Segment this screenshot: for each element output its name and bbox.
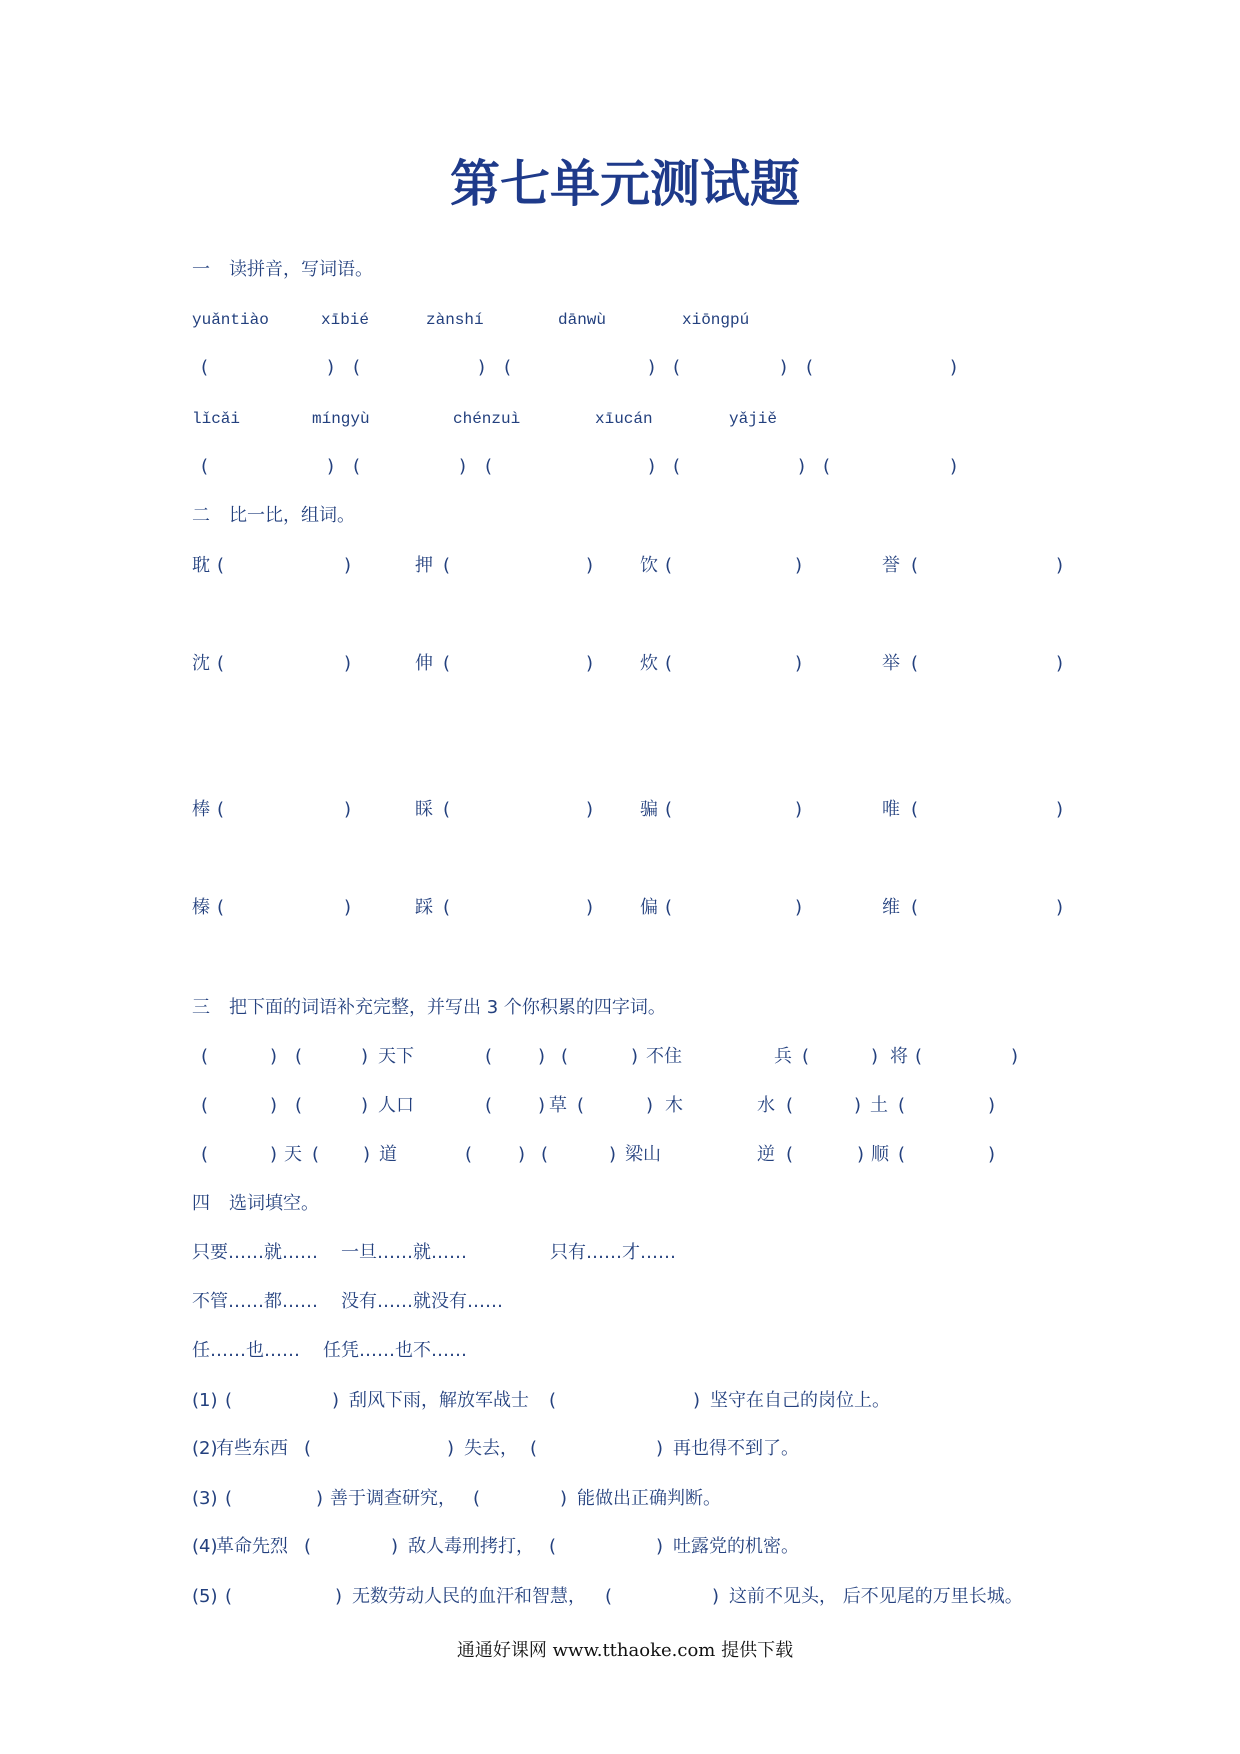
close-paren: ) (585, 555, 593, 576)
close-paren: ) (987, 1144, 995, 1165)
open-paren: ( (561, 1046, 569, 1067)
pinyin-word: xībié (321, 311, 370, 329)
close-paren: ) (537, 1046, 545, 1067)
open-paren: ( (549, 1390, 557, 1411)
open-paren: ( (823, 456, 831, 477)
close-paren: ) (326, 456, 334, 477)
compare-char: 沈 (192, 653, 210, 674)
close-paren: ) (269, 1144, 277, 1165)
open-paren: ( (465, 1144, 473, 1165)
close-paren: ) (315, 1488, 323, 1509)
fill-sentence (0, 1587, 1240, 1607)
close-paren: ) (711, 1586, 719, 1607)
close-paren: ) (585, 799, 593, 820)
compare-row (0, 898, 1240, 918)
sentence-text: 革命先烈 (216, 1536, 288, 1557)
answer-blank (443, 898, 593, 918)
open-paren: ( (911, 653, 919, 674)
idiom-row (0, 1096, 1240, 1116)
close-paren: ) (585, 653, 593, 674)
close-paren: ) (797, 456, 805, 477)
close-paren: ) (1055, 897, 1063, 918)
section-1-heading (0, 260, 1240, 280)
open-paren: ( (295, 1046, 303, 1067)
section-number: 三 (192, 997, 210, 1018)
answer-blank (443, 654, 593, 674)
idiom-fixed-text: 人口 (378, 1095, 414, 1116)
compare-char: 唯 (882, 799, 900, 820)
compare-char: 饮 (640, 555, 658, 576)
sentence-text: 吐露党的机密。 (673, 1536, 799, 1557)
open-paren: ( (443, 799, 451, 820)
sentence-text: 坚守在自己的岗位上。 (710, 1390, 890, 1411)
answer-blank (806, 358, 957, 378)
sentence-text: 无数劳动人民的血汗和智慧， (352, 1586, 586, 1607)
open-paren: ( (443, 897, 451, 918)
idiom-fixed-text: 草 (549, 1095, 567, 1116)
answer-blank (786, 1145, 864, 1165)
answer-blank (549, 1537, 663, 1557)
open-paren: ( (786, 1095, 794, 1116)
compare-char: 棒 (192, 799, 210, 820)
sentence-number: (1) (192, 1390, 218, 1411)
answer-blank (225, 1489, 323, 1509)
open-paren: ( (898, 1095, 906, 1116)
close-paren: ) (1055, 799, 1063, 820)
sentence-text: 失去， (464, 1438, 518, 1459)
answer-blank (898, 1145, 995, 1165)
close-paren: ) (331, 1390, 339, 1411)
section-heading-text: 比一比，组词。 (229, 505, 355, 526)
page-title: 第七单元测试题 (450, 154, 800, 213)
close-paren: ) (446, 1438, 454, 1459)
answer-blank (911, 898, 1063, 918)
answer-blank (577, 1096, 653, 1116)
close-paren: ) (1010, 1046, 1018, 1067)
word-option: 一旦……就…… (341, 1242, 467, 1263)
answer-blank (673, 358, 787, 378)
answer-blank (443, 800, 593, 820)
open-paren: ( (665, 897, 673, 918)
fill-sentence (0, 1439, 1240, 1459)
answer-blank (201, 1047, 277, 1067)
answer-blank (485, 1047, 545, 1067)
word-option: 只有……才…… (550, 1242, 676, 1263)
close-paren: ) (585, 897, 593, 918)
answer-blank (530, 1439, 663, 1459)
pinyin-word: míngyù (312, 410, 370, 428)
close-paren: ) (794, 799, 802, 820)
close-paren: ) (362, 1144, 370, 1165)
answer-blank (665, 654, 802, 674)
close-paren: ) (856, 1144, 864, 1165)
close-paren: ) (794, 897, 802, 918)
close-paren: ) (853, 1095, 861, 1116)
answer-blank (485, 457, 655, 477)
answer-blank (201, 358, 334, 378)
compare-char: 榛 (192, 897, 210, 918)
idiom-fixed-text: 天 (284, 1144, 302, 1165)
pinyin-word: yuǎntiào (192, 311, 269, 329)
sentence-number: (4) (192, 1536, 218, 1557)
answer-blank (217, 800, 351, 820)
open-paren: ( (473, 1488, 481, 1509)
open-paren: ( (915, 1046, 923, 1067)
close-paren: ) (1055, 555, 1063, 576)
compare-row (0, 800, 1240, 820)
sentence-number: (5) (192, 1586, 218, 1607)
section-heading-text: 读拼音，写词语。 (229, 259, 373, 280)
close-paren: ) (987, 1095, 995, 1116)
answer-blank (217, 654, 351, 674)
compare-char: 踩 (415, 897, 433, 918)
answer-blank-row (0, 457, 1240, 477)
answer-blank (915, 1047, 1018, 1067)
close-paren: ) (334, 1586, 342, 1607)
answer-blank (673, 457, 805, 477)
open-paren: ( (911, 555, 919, 576)
open-paren: ( (530, 1438, 538, 1459)
close-paren: ) (559, 1488, 567, 1509)
pinyin-word: dānwù (558, 311, 607, 329)
sentence-text: 这前不见头， 后不见尾的万里长城。 (729, 1586, 1023, 1607)
answer-blank (802, 1047, 878, 1067)
pinyin-row (0, 409, 1240, 429)
compare-char: 睬 (415, 799, 433, 820)
open-paren: ( (806, 357, 814, 378)
open-paren: ( (802, 1046, 810, 1067)
compare-char: 维 (882, 897, 900, 918)
open-paren: ( (201, 1095, 209, 1116)
idiom-fixed-text: 木 (665, 1095, 683, 1116)
answer-blank (295, 1096, 368, 1116)
open-paren: ( (304, 1536, 312, 1557)
close-paren: ) (537, 1095, 545, 1116)
close-paren: ) (949, 357, 957, 378)
open-paren: ( (549, 1536, 557, 1557)
answer-blank (201, 457, 334, 477)
close-paren: ) (477, 357, 485, 378)
idiom-fixed-text: 不住 (646, 1046, 682, 1067)
answer-blank-row (0, 358, 1240, 378)
close-paren: ) (360, 1095, 368, 1116)
open-paren: ( (201, 1046, 209, 1067)
close-paren: ) (655, 1536, 663, 1557)
answer-blank (665, 556, 802, 576)
close-paren: ) (343, 555, 351, 576)
open-paren: ( (443, 555, 451, 576)
answer-blank (898, 1096, 995, 1116)
idiom-row (0, 1047, 1240, 1067)
answer-blank (465, 1145, 525, 1165)
answer-blank (304, 1537, 398, 1557)
answer-blank (911, 556, 1063, 576)
open-paren: ( (673, 456, 681, 477)
close-paren: ) (779, 357, 787, 378)
section-heading-text: 选词填空。 (229, 1193, 319, 1214)
open-paren: ( (485, 456, 493, 477)
compare-char: 耽 (192, 555, 210, 576)
idiom-row (0, 1145, 1240, 1165)
close-paren: ) (949, 456, 957, 477)
open-paren: ( (201, 1144, 209, 1165)
sentence-text: 能做出正确判断。 (577, 1488, 721, 1509)
close-paren: ) (343, 653, 351, 674)
answer-blank (353, 457, 466, 477)
fill-sentence (0, 1489, 1240, 1509)
close-paren: ) (645, 1095, 653, 1116)
sentence-number: (2) (192, 1438, 218, 1459)
open-paren: ( (443, 653, 451, 674)
word-options-row (0, 1341, 1240, 1361)
idiom-fixed-text: 兵 (774, 1046, 792, 1067)
close-paren: ) (794, 653, 802, 674)
close-paren: ) (692, 1390, 700, 1411)
word-option: 任……也…… (192, 1340, 300, 1361)
answer-blank (541, 1145, 616, 1165)
close-paren: ) (343, 897, 351, 918)
sentence-text: 善于调查研究， (330, 1488, 456, 1509)
section-heading-text: 把下面的词语补充完整，并写出 3 个你积累的四字词。 (229, 997, 666, 1018)
idiom-fixed-text: 梁山 (625, 1144, 661, 1165)
answer-blank (605, 1587, 719, 1607)
sentence-text: 再也得不到了。 (673, 1438, 799, 1459)
pinyin-word: zànshí (426, 311, 484, 329)
open-paren: ( (786, 1144, 794, 1165)
word-option: 只要……就…… (192, 1242, 318, 1263)
pinyin-row (0, 310, 1240, 330)
answer-blank (504, 358, 655, 378)
word-options-row (0, 1243, 1240, 1263)
close-paren: ) (647, 456, 655, 477)
sentence-number: (3) (192, 1488, 218, 1509)
close-paren: ) (360, 1046, 368, 1067)
idiom-fixed-text: 将 (890, 1046, 908, 1067)
section-2-heading (0, 506, 1240, 526)
close-paren: ) (608, 1144, 616, 1165)
compare-row (0, 556, 1240, 576)
compare-row (0, 654, 1240, 674)
open-paren: ( (312, 1144, 320, 1165)
word-option: 没有……就没有…… (341, 1291, 503, 1312)
word-option: 不管……都…… (192, 1291, 318, 1312)
open-paren: ( (665, 653, 673, 674)
answer-blank (304, 1439, 454, 1459)
close-paren: ) (655, 1438, 663, 1459)
answer-blank (443, 556, 593, 576)
open-paren: ( (911, 799, 919, 820)
close-paren: ) (1055, 653, 1063, 674)
section-3-heading (0, 998, 1240, 1018)
compare-char: 伸 (415, 653, 433, 674)
compare-char: 偏 (640, 897, 658, 918)
fill-sentence (0, 1537, 1240, 1557)
pinyin-word: xīucán (595, 410, 653, 428)
page-footer: 通通好课网 www.tthaoke.com 提供下载 (456, 1640, 794, 1661)
close-paren: ) (343, 799, 351, 820)
answer-blank (473, 1489, 567, 1509)
answer-blank (312, 1145, 370, 1165)
open-paren: ( (353, 456, 361, 477)
compare-char: 举 (882, 653, 900, 674)
answer-blank (217, 556, 351, 576)
open-paren: ( (541, 1144, 549, 1165)
fill-sentence (0, 1391, 1240, 1411)
open-paren: ( (295, 1095, 303, 1116)
pinyin-word: xiōngpú (682, 311, 750, 329)
section-number: 一 (192, 259, 210, 280)
open-paren: ( (217, 897, 225, 918)
compare-char: 誉 (882, 555, 900, 576)
open-paren: ( (217, 653, 225, 674)
answer-blank (217, 898, 351, 918)
open-paren: ( (353, 357, 361, 378)
sentence-text: 有些东西 (216, 1438, 288, 1459)
section-number: 二 (192, 505, 210, 526)
open-paren: ( (201, 357, 209, 378)
idiom-fixed-text: 逆 (757, 1144, 775, 1165)
close-paren: ) (630, 1046, 638, 1067)
answer-blank (201, 1096, 277, 1116)
open-paren: ( (225, 1390, 233, 1411)
open-paren: ( (911, 897, 919, 918)
idiom-fixed-text: 道 (379, 1144, 397, 1165)
answer-blank (911, 654, 1063, 674)
answer-blank (353, 358, 485, 378)
answer-blank (911, 800, 1063, 820)
answer-blank (225, 1391, 339, 1411)
pinyin-word: yǎjiě (729, 410, 778, 428)
compare-char: 骗 (640, 799, 658, 820)
idiom-fixed-text: 天下 (378, 1046, 414, 1067)
answer-blank (665, 800, 802, 820)
answer-blank (823, 457, 957, 477)
open-paren: ( (201, 456, 209, 477)
open-paren: ( (898, 1144, 906, 1165)
sentence-text: 敌人毒刑拷打， (408, 1536, 534, 1557)
idiom-fixed-text: 水 (757, 1095, 775, 1116)
open-paren: ( (485, 1046, 493, 1067)
close-paren: ) (269, 1046, 277, 1067)
pinyin-word: chénzuì (453, 410, 521, 428)
open-paren: ( (673, 357, 681, 378)
idiom-fixed-text: 顺 (871, 1144, 889, 1165)
open-paren: ( (665, 799, 673, 820)
answer-blank (201, 1145, 277, 1165)
open-paren: ( (304, 1438, 312, 1459)
answer-blank (786, 1096, 861, 1116)
word-options-row (0, 1292, 1240, 1312)
close-paren: ) (390, 1536, 398, 1557)
close-paren: ) (326, 357, 334, 378)
open-paren: ( (504, 357, 512, 378)
word-option: 任凭……也不…… (323, 1340, 467, 1361)
compare-char: 炊 (640, 653, 658, 674)
open-paren: ( (577, 1095, 585, 1116)
open-paren: ( (665, 555, 673, 576)
open-paren: ( (217, 555, 225, 576)
answer-blank (225, 1587, 342, 1607)
close-paren: ) (517, 1144, 525, 1165)
open-paren: ( (217, 799, 225, 820)
section-number: 四 (192, 1193, 210, 1214)
answer-blank (561, 1047, 638, 1067)
sentence-text: 刮风下雨，解放军战士 (349, 1390, 529, 1411)
open-paren: ( (605, 1586, 613, 1607)
compare-char: 押 (415, 555, 433, 576)
section-4-heading (0, 1194, 1240, 1214)
close-paren: ) (269, 1095, 277, 1116)
idiom-fixed-text: 土 (870, 1095, 888, 1116)
answer-blank (295, 1047, 368, 1067)
open-paren: ( (225, 1488, 233, 1509)
open-paren: ( (225, 1586, 233, 1607)
answer-blank (549, 1391, 700, 1411)
close-paren: ) (794, 555, 802, 576)
open-paren: ( (485, 1095, 493, 1116)
answer-blank (665, 898, 802, 918)
close-paren: ) (458, 456, 466, 477)
close-paren: ) (647, 357, 655, 378)
answer-blank (485, 1096, 545, 1116)
pinyin-word: lǐcǎi (192, 410, 241, 428)
close-paren: ) (870, 1046, 878, 1067)
